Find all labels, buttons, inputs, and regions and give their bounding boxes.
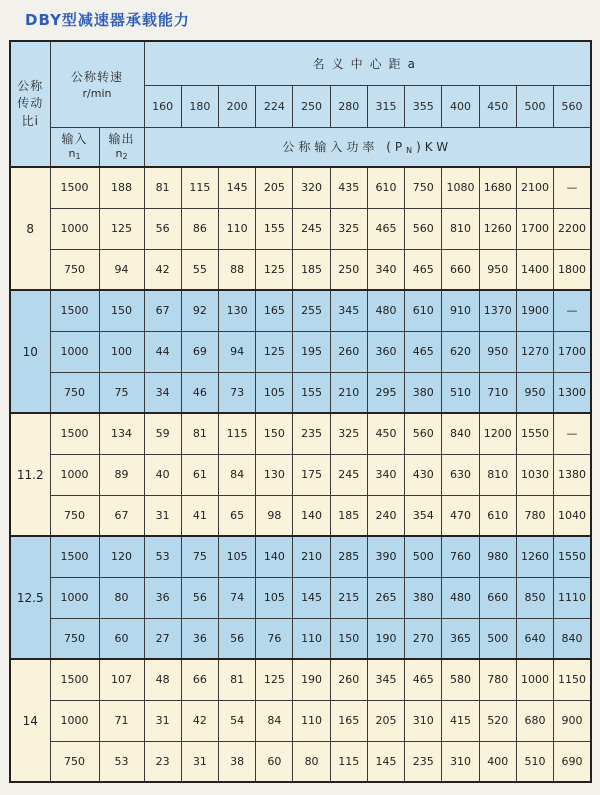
power-cell: 1400 (516, 249, 553, 290)
power-cell: — (554, 413, 591, 454)
power-cell: 365 (442, 618, 479, 659)
table-row (10, 249, 591, 290)
power-cell: 86 (181, 208, 218, 249)
power-cell: 40 (144, 454, 181, 495)
power-cell: 69 (181, 331, 218, 372)
table-row (10, 413, 591, 454)
power-cell: 235 (293, 413, 330, 454)
power-cell: 140 (256, 536, 293, 577)
power-cell: 245 (293, 208, 330, 249)
input-speed-cell: 1000 (50, 331, 99, 372)
power-cell: 125 (256, 659, 293, 700)
power-cell: 165 (330, 700, 367, 741)
table-row (10, 700, 591, 741)
power-cell: 325 (330, 413, 367, 454)
power-cell: 31 (181, 741, 218, 782)
power-cell: 80 (293, 741, 330, 782)
power-cell: 260 (330, 331, 367, 372)
power-cell: 2100 (516, 167, 553, 208)
output-speed-cell: 71 (99, 700, 144, 741)
table-row (10, 495, 591, 536)
power-cell: 310 (442, 741, 479, 782)
power-cell: 760 (442, 536, 479, 577)
power-cell: 81 (181, 413, 218, 454)
table-row (10, 208, 591, 249)
power-cell: 500 (479, 618, 516, 659)
input-speed-cell: 750 (50, 741, 99, 782)
output-speed-cell: 100 (99, 331, 144, 372)
power-cell: 36 (181, 618, 218, 659)
power-cell: 65 (218, 495, 255, 536)
power-cell: 470 (442, 495, 479, 536)
power-cell: 155 (256, 208, 293, 249)
power-cell: 630 (442, 454, 479, 495)
power-cell: 610 (479, 495, 516, 536)
power-cell: 145 (218, 167, 255, 208)
power-cell: 1260 (516, 536, 553, 577)
input-speed-cell: 1500 (50, 167, 99, 208)
center-distance-value: 315 (367, 85, 404, 127)
power-cell: 500 (405, 536, 442, 577)
center-distance-label: 名义中心距a (312, 56, 422, 71)
power-cell: 81 (144, 167, 181, 208)
power-cell: 2200 (554, 208, 591, 249)
input-speed-cell: 750 (50, 372, 99, 413)
power-cell: 130 (256, 454, 293, 495)
output-symbol: $n_2$ (115, 146, 128, 161)
power-cell: 115 (330, 741, 367, 782)
output-speed-cell: 120 (99, 536, 144, 577)
ratio-cell: 8 (10, 167, 50, 290)
input-speed-cell: 1500 (50, 413, 99, 454)
ratio-cell: 14 (10, 659, 50, 782)
power-cell: 56 (218, 618, 255, 659)
input-speed-cell: 1000 (50, 577, 99, 618)
power-cell: 31 (144, 495, 181, 536)
table-row (10, 331, 591, 372)
power-cell: 56 (181, 577, 218, 618)
power-cell: 850 (516, 577, 553, 618)
ratio-label-line: 传动 (17, 96, 44, 111)
power-cell: 620 (442, 331, 479, 372)
power-cell: 185 (293, 249, 330, 290)
power-cell: 150 (256, 413, 293, 454)
power-cell: 155 (293, 372, 330, 413)
power-cell: 480 (442, 577, 479, 618)
input-speed-cell: 750 (50, 618, 99, 659)
power-cell: 23 (144, 741, 181, 782)
input-speed-header (50, 127, 99, 167)
power-cell: 145 (293, 577, 330, 618)
ratio-column-header (10, 41, 50, 167)
power-cell: 510 (442, 372, 479, 413)
power-cell: 190 (293, 659, 330, 700)
power-cell: 98 (256, 495, 293, 536)
input-speed-cell: 1000 (50, 208, 99, 249)
power-cell: 450 (367, 413, 404, 454)
power-cell: 110 (293, 618, 330, 659)
speed-unit: r/min (82, 87, 112, 101)
center-distance-value: 280 (330, 85, 367, 127)
power-cell: 1300 (554, 372, 591, 413)
speed-label: 公称转速 (71, 70, 124, 85)
power-cell: 1150 (554, 659, 591, 700)
input-label: 输入 (61, 132, 88, 147)
power-cell: 145 (367, 741, 404, 782)
power-cell: 345 (367, 659, 404, 700)
power-cell: 205 (256, 167, 293, 208)
power-cell: 115 (218, 413, 255, 454)
center-distance-value: 200 (218, 85, 255, 127)
power-cell: 1260 (479, 208, 516, 249)
output-speed-cell: 53 (99, 741, 144, 782)
ratio-label-line: 公称 (17, 78, 44, 93)
power-cell: 125 (256, 331, 293, 372)
power-cell: 950 (479, 249, 516, 290)
table-row (10, 167, 591, 208)
power-cell: 195 (293, 331, 330, 372)
center-distance-value: 250 (293, 85, 330, 127)
input-speed-cell: 750 (50, 249, 99, 290)
power-cell: 44 (144, 331, 181, 372)
power-cell: 750 (405, 167, 442, 208)
power-cell: 810 (442, 208, 479, 249)
speed-column-header (50, 41, 144, 127)
power-cell: 660 (442, 249, 479, 290)
power-cell: 580 (442, 659, 479, 700)
power-cell: 430 (405, 454, 442, 495)
power-cell: 54 (218, 700, 255, 741)
power-cell: 910 (442, 290, 479, 331)
power-cell: 110 (293, 700, 330, 741)
table-header (10, 41, 591, 167)
table-row (10, 618, 591, 659)
output-speed-cell: 188 (99, 167, 144, 208)
power-cell: 130 (218, 290, 255, 331)
power-cell: 48 (144, 659, 181, 700)
power-cell: 260 (330, 659, 367, 700)
power-cell: 295 (367, 372, 404, 413)
input-speed-cell: 1000 (50, 700, 99, 741)
power-cell: 780 (479, 659, 516, 700)
ratio-cell: 10 (10, 290, 50, 413)
header-row-bottom (10, 127, 591, 167)
power-label: 公称输入功率 $(P_N)KW$ (282, 140, 453, 156)
power-cell: 60 (256, 741, 293, 782)
power-cell: 59 (144, 413, 181, 454)
input-speed-cell: 1500 (50, 536, 99, 577)
output-speed-cell: 150 (99, 290, 144, 331)
center-distance-value: 180 (181, 85, 218, 127)
power-cell: 690 (554, 741, 591, 782)
power-cell: 900 (554, 700, 591, 741)
power-cell: 110 (218, 208, 255, 249)
input-symbol: $n_1$ (68, 146, 81, 161)
power-cell: 140 (293, 495, 330, 536)
power-cell: 185 (330, 495, 367, 536)
output-speed-cell: 107 (99, 659, 144, 700)
output-speed-cell: 80 (99, 577, 144, 618)
power-cell: 325 (330, 208, 367, 249)
power-cell: 1200 (479, 413, 516, 454)
center-distance-value: 400 (442, 85, 479, 127)
center-distance-value: 560 (554, 85, 591, 127)
power-cell: 31 (144, 700, 181, 741)
power-cell: 27 (144, 618, 181, 659)
power-cell: 1700 (516, 208, 553, 249)
power-cell: 1080 (442, 167, 479, 208)
power-header (144, 127, 591, 167)
power-cell: 1800 (554, 249, 591, 290)
power-cell: 76 (256, 618, 293, 659)
power-cell: 81 (218, 659, 255, 700)
power-cell: 345 (330, 290, 367, 331)
input-speed-cell: 1000 (50, 454, 99, 495)
power-cell: 380 (405, 372, 442, 413)
load-capacity-table (9, 40, 592, 783)
power-cell: 360 (367, 331, 404, 372)
power-cell: 354 (405, 495, 442, 536)
power-cell: 510 (516, 741, 553, 782)
power-cell: 1900 (516, 290, 553, 331)
power-cell: 38 (218, 741, 255, 782)
input-speed-cell: 750 (50, 495, 99, 536)
power-cell: 36 (144, 577, 181, 618)
power-cell: 88 (218, 249, 255, 290)
power-cell: 465 (367, 208, 404, 249)
center-distance-value: 500 (516, 85, 553, 127)
power-cell: 340 (367, 454, 404, 495)
table-row (10, 290, 591, 331)
power-cell: 94 (218, 331, 255, 372)
power-cell: 270 (405, 618, 442, 659)
power-cell: — (554, 167, 591, 208)
power-cell: 46 (181, 372, 218, 413)
power-cell: 480 (367, 290, 404, 331)
power-cell: 125 (256, 249, 293, 290)
output-speed-cell: 75 (99, 372, 144, 413)
power-cell: 41 (181, 495, 218, 536)
power-cell: 285 (330, 536, 367, 577)
input-speed-cell: 1500 (50, 659, 99, 700)
power-cell: 950 (479, 331, 516, 372)
output-speed-cell: 94 (99, 249, 144, 290)
power-cell: 73 (218, 372, 255, 413)
header-row-top (10, 41, 591, 85)
power-cell: 105 (256, 372, 293, 413)
power-cell: 190 (367, 618, 404, 659)
output-speed-cell: 89 (99, 454, 144, 495)
power-cell: 1270 (516, 331, 553, 372)
power-cell: 610 (405, 290, 442, 331)
power-cell: 640 (516, 618, 553, 659)
power-cell: 61 (181, 454, 218, 495)
power-cell: 105 (256, 577, 293, 618)
power-cell: 340 (367, 249, 404, 290)
power-cell: 415 (442, 700, 479, 741)
power-cell: 560 (405, 208, 442, 249)
table-row (10, 372, 591, 413)
power-cell: 1700 (554, 331, 591, 372)
power-cell: 42 (181, 700, 218, 741)
power-cell: 56 (144, 208, 181, 249)
power-cell: 66 (181, 659, 218, 700)
power-cell: 205 (367, 700, 404, 741)
power-cell: 840 (554, 618, 591, 659)
power-cell: 245 (330, 454, 367, 495)
power-cell: 1550 (516, 413, 553, 454)
power-cell: 980 (479, 536, 516, 577)
power-cell: 435 (330, 167, 367, 208)
power-cell: 92 (181, 290, 218, 331)
power-cell: 235 (405, 741, 442, 782)
power-cell: 84 (256, 700, 293, 741)
table-row (10, 454, 591, 495)
power-cell: 42 (144, 249, 181, 290)
center-distance-value: 355 (405, 85, 442, 127)
center-distance-value: 450 (479, 85, 516, 127)
power-cell: 1040 (554, 495, 591, 536)
power-cell: 465 (405, 249, 442, 290)
power-cell: 67 (144, 290, 181, 331)
power-cell: 610 (367, 167, 404, 208)
power-cell: 210 (293, 536, 330, 577)
power-cell: 660 (479, 577, 516, 618)
ratio-label-line: 比i (21, 113, 39, 128)
power-cell: 380 (405, 577, 442, 618)
power-cell: 210 (330, 372, 367, 413)
power-cell: 310 (405, 700, 442, 741)
power-cell: 320 (293, 167, 330, 208)
output-speed-cell: 67 (99, 495, 144, 536)
power-cell: 810 (479, 454, 516, 495)
center-distance-value: 224 (256, 85, 293, 127)
power-cell: 1680 (479, 167, 516, 208)
input-speed-cell: 1500 (50, 290, 99, 331)
power-cell: 53 (144, 536, 181, 577)
power-cell: 710 (479, 372, 516, 413)
power-cell: 150 (330, 618, 367, 659)
output-speed-cell: 60 (99, 618, 144, 659)
table-body (10, 167, 591, 782)
power-cell: 84 (218, 454, 255, 495)
power-cell: 1030 (516, 454, 553, 495)
ratio-cell: 11.2 (10, 413, 50, 536)
power-cell: 1380 (554, 454, 591, 495)
power-cell: 74 (218, 577, 255, 618)
output-speed-cell: 134 (99, 413, 144, 454)
power-cell: 105 (218, 536, 255, 577)
power-cell: 840 (442, 413, 479, 454)
power-cell: 950 (516, 372, 553, 413)
ratio-cell: 12.5 (10, 536, 50, 659)
power-cell: 680 (516, 700, 553, 741)
power-cell: 215 (330, 577, 367, 618)
power-cell: 780 (516, 495, 553, 536)
table-row (10, 741, 591, 782)
power-cell: 165 (256, 290, 293, 331)
output-speed-cell: 125 (99, 208, 144, 249)
power-cell: 1110 (554, 577, 591, 618)
power-cell: — (554, 290, 591, 331)
power-cell: 265 (367, 577, 404, 618)
power-cell: 390 (367, 536, 404, 577)
table-row (10, 659, 591, 700)
power-cell: 1000 (516, 659, 553, 700)
power-cell: 55 (181, 249, 218, 290)
output-label: 输出 (108, 132, 135, 147)
power-cell: 240 (367, 495, 404, 536)
power-cell: 520 (479, 700, 516, 741)
power-cell: 115 (181, 167, 218, 208)
power-cell: 560 (405, 413, 442, 454)
center-distance-header (144, 41, 591, 85)
table-row (10, 577, 591, 618)
power-cell: 250 (330, 249, 367, 290)
power-cell: 400 (479, 741, 516, 782)
power-cell: 175 (293, 454, 330, 495)
page-title: DBY型减速器承载能力 (25, 11, 190, 29)
power-cell: 255 (293, 290, 330, 331)
power-cell: 465 (405, 659, 442, 700)
output-speed-header (99, 127, 144, 167)
power-cell: 1550 (554, 536, 591, 577)
power-cell: 465 (405, 331, 442, 372)
power-cell: 34 (144, 372, 181, 413)
center-distance-value: 160 (144, 85, 181, 127)
power-cell: 75 (181, 536, 218, 577)
power-cell: 1370 (479, 290, 516, 331)
table-row (10, 536, 591, 577)
